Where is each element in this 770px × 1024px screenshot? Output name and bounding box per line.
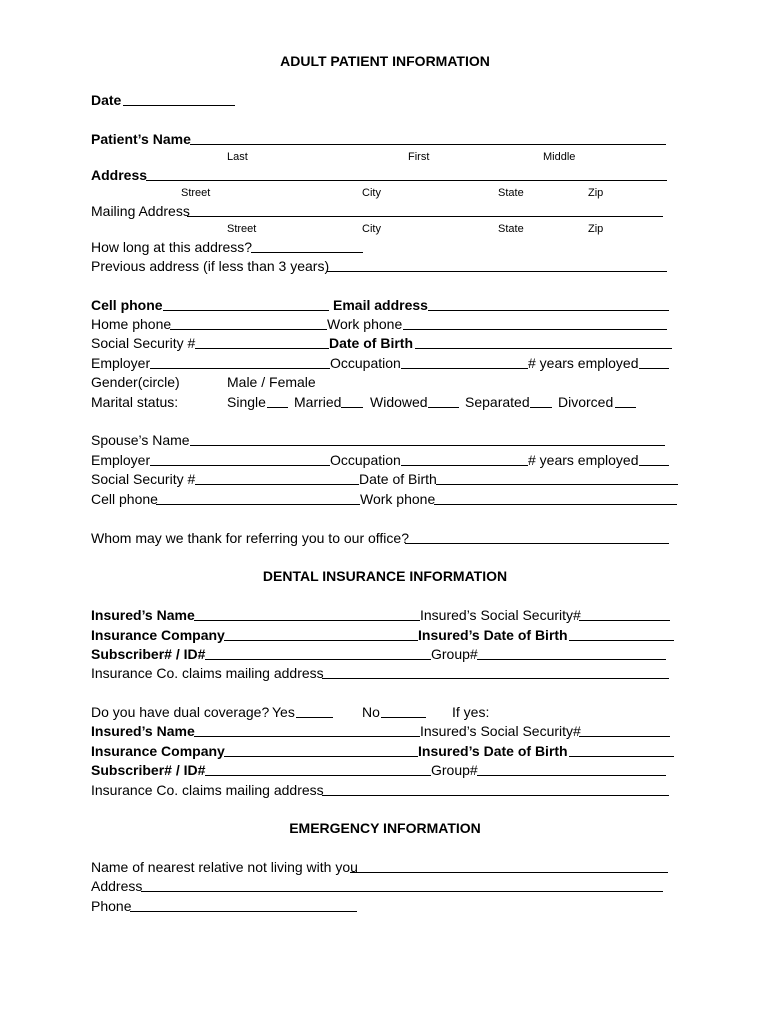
spouse-years-field[interactable] bbox=[639, 465, 669, 466]
spouse-ssn-label: Social Security # bbox=[91, 471, 196, 487]
occupation-field[interactable] bbox=[401, 368, 528, 369]
marital-single-field[interactable] bbox=[267, 407, 288, 408]
spouse-ssn-field[interactable] bbox=[195, 484, 359, 485]
referral-label: Whom may we thank for referring you to our office? bbox=[91, 530, 409, 546]
date-field[interactable] bbox=[123, 105, 235, 106]
emergency-address-label: Address bbox=[91, 878, 143, 894]
spouse-dob-field[interactable] bbox=[436, 484, 678, 485]
patient-name-label: Patient’s Name bbox=[91, 131, 191, 147]
insurance-company-2-label: Insurance Company bbox=[91, 743, 225, 759]
mailing-address-field[interactable] bbox=[187, 216, 663, 217]
insured-dob-2-label: Insured’s Date of Birth bbox=[418, 743, 568, 759]
home-phone-label: Home phone bbox=[91, 316, 172, 332]
insured-name-field[interactable] bbox=[194, 620, 420, 621]
insured-ssn-2-field[interactable] bbox=[579, 736, 670, 737]
email-label: Email address bbox=[333, 297, 428, 313]
mail-sub-state: State bbox=[498, 223, 524, 235]
group-label: Group# bbox=[431, 646, 478, 662]
addr-sub-zip: Zip bbox=[588, 187, 604, 199]
dual-coverage-label: Do you have dual coverage? bbox=[91, 704, 270, 720]
name-sub-middle: Middle bbox=[543, 151, 576, 163]
previous-address-label: Previous address (if less than 3 years) bbox=[91, 258, 330, 274]
emergency-phone-field[interactable] bbox=[130, 911, 357, 912]
spouse-cell-field[interactable] bbox=[156, 504, 360, 505]
how-long-label: How long at this address? bbox=[91, 239, 253, 255]
home-phone-field[interactable] bbox=[170, 329, 327, 330]
spouse-occupation-label: Occupation bbox=[330, 452, 401, 468]
patient-name-field[interactable] bbox=[190, 144, 666, 145]
subscriber-2-label: Subscriber# / ID# bbox=[91, 762, 206, 778]
group-2-label: Group# bbox=[431, 762, 478, 778]
subscriber-field[interactable] bbox=[205, 659, 431, 660]
gender-label: Gender(circle) bbox=[91, 374, 180, 390]
addr-sub-city: City bbox=[362, 187, 381, 199]
spouse-occupation-field[interactable] bbox=[401, 465, 528, 466]
marital-married-field[interactable] bbox=[341, 407, 363, 408]
mailing-address-label: Mailing Address bbox=[91, 203, 190, 219]
marital-divorced-field[interactable] bbox=[615, 407, 636, 408]
insured-dob-2-field[interactable] bbox=[569, 756, 674, 757]
mail-sub-city: City bbox=[362, 223, 381, 235]
occupation-label: Occupation bbox=[330, 355, 401, 371]
mail-sub-zip: Zip bbox=[588, 223, 604, 235]
date-label: Date bbox=[91, 92, 122, 108]
previous-address-field[interactable] bbox=[327, 271, 667, 272]
address-label: Address bbox=[91, 167, 148, 183]
email-field[interactable] bbox=[428, 310, 669, 311]
spouse-employer-label: Employer bbox=[91, 452, 151, 468]
marital-married: Married bbox=[294, 394, 342, 410]
spouse-work-field[interactable] bbox=[434, 504, 677, 505]
spouse-dob-label: Date of Birth bbox=[359, 471, 437, 487]
insured-dob-field[interactable] bbox=[569, 640, 674, 641]
ssn-label: Social Security # bbox=[91, 335, 196, 351]
relative-label: Name of nearest relative not living with you bbox=[91, 859, 358, 875]
subscriber-label: Subscriber# / ID# bbox=[91, 646, 206, 662]
if-yes-label: If yes: bbox=[452, 704, 490, 720]
marital-separated-field[interactable] bbox=[530, 407, 552, 408]
insured-name-2-field[interactable] bbox=[194, 736, 420, 737]
claims-address-field[interactable] bbox=[322, 678, 669, 679]
years-employed-label: # years employed bbox=[528, 355, 639, 371]
address-field[interactable] bbox=[146, 180, 667, 181]
gender-options[interactable]: Male / Female bbox=[227, 374, 316, 390]
referral-field[interactable] bbox=[405, 543, 669, 544]
addr-sub-street: Street bbox=[181, 187, 211, 199]
marital-separated: Separated bbox=[465, 394, 530, 410]
dual-no-label: No bbox=[362, 704, 380, 720]
insured-ssn-2-label: Insured’s Social Security# bbox=[420, 723, 581, 739]
insurance-company-2-field[interactable] bbox=[224, 756, 418, 757]
emergency-phone-label: Phone bbox=[91, 898, 132, 914]
subscriber-2-field[interactable] bbox=[205, 775, 431, 776]
cell-phone-field[interactable] bbox=[163, 310, 329, 311]
name-sub-first: First bbox=[408, 151, 430, 163]
mail-sub-street: Street bbox=[227, 223, 257, 235]
spouse-name-field[interactable] bbox=[190, 445, 665, 446]
addr-sub-state: State bbox=[498, 187, 524, 199]
ssn-field[interactable] bbox=[195, 348, 329, 349]
group-field[interactable] bbox=[477, 659, 666, 660]
employer-field[interactable] bbox=[150, 368, 330, 369]
name-sub-last: Last bbox=[227, 151, 248, 163]
insurance-company-field[interactable] bbox=[224, 640, 418, 641]
emergency-title: EMERGENCY INFORMATION bbox=[289, 820, 481, 836]
insured-name-2-label: Insured’s Name bbox=[91, 723, 195, 739]
spouse-years-label: # years employed bbox=[528, 452, 639, 468]
marital-divorced: Divorced bbox=[558, 394, 614, 410]
dual-no-field[interactable] bbox=[381, 717, 426, 718]
work-phone-field[interactable] bbox=[403, 329, 667, 330]
marital-single: Single bbox=[227, 394, 266, 410]
dual-yes-label: Yes bbox=[272, 704, 295, 720]
employer-label: Employer bbox=[91, 355, 151, 371]
insured-ssn-label: Insured’s Social Security# bbox=[420, 607, 581, 623]
insured-name-label: Insured’s Name bbox=[91, 607, 195, 623]
claims-address-2-field[interactable] bbox=[322, 795, 669, 796]
form-title: ADULT PATIENT INFORMATION bbox=[280, 53, 490, 69]
dob-field[interactable] bbox=[415, 348, 672, 349]
work-phone-label: Work phone bbox=[327, 316, 403, 332]
claims-address-2-label: Insurance Co. claims mailing address bbox=[91, 782, 324, 798]
dental-insurance-title: DENTAL INSURANCE INFORMATION bbox=[262, 568, 508, 584]
marital-widowed: Widowed bbox=[370, 394, 428, 410]
insurance-company-label: Insurance Company bbox=[91, 627, 225, 643]
how-long-field[interactable] bbox=[251, 252, 363, 253]
relative-field[interactable] bbox=[350, 872, 668, 873]
spouse-name-label: Spouse’s Name bbox=[91, 432, 190, 448]
spouse-cell-label: Cell phone bbox=[91, 491, 158, 507]
insured-dob-label: Insured’s Date of Birth bbox=[418, 627, 568, 643]
insured-ssn-field[interactable] bbox=[579, 620, 670, 621]
dob-label: Date of Birth bbox=[329, 335, 413, 351]
marital-widowed-field[interactable] bbox=[428, 407, 459, 408]
dual-yes-field[interactable] bbox=[296, 717, 333, 718]
group-2-field[interactable] bbox=[477, 775, 666, 776]
marital-label: Marital status: bbox=[91, 394, 179, 410]
emergency-address-field[interactable] bbox=[141, 891, 663, 892]
spouse-work-label: Work phone bbox=[360, 491, 436, 507]
spouse-employer-field[interactable] bbox=[150, 465, 330, 466]
claims-address-label: Insurance Co. claims mailing address bbox=[91, 665, 324, 681]
years-employed-field[interactable] bbox=[639, 368, 669, 369]
cell-phone-label: Cell phone bbox=[91, 297, 163, 313]
